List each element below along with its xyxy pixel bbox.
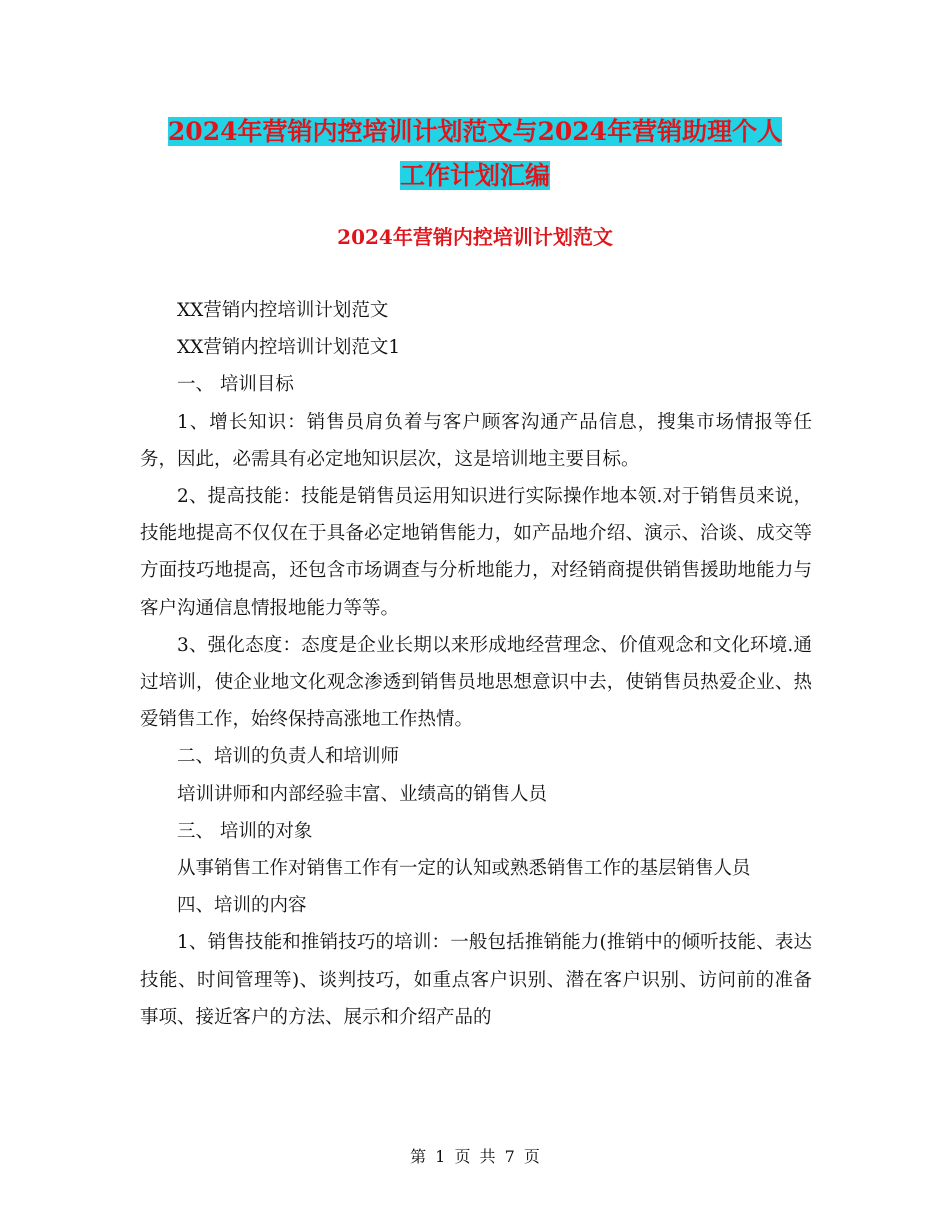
page-footer: 第 1 页 共 7 页 (410, 1147, 540, 1166)
section-heading: 2024年营销内控培训计划范文 (337, 225, 613, 249)
paragraph: 2、提高技能：技能是销售员运用知识进行实际操作地本领.对于销售员来说，技能地提高不仅仅在于具备必定地销售能力，如产品地介绍、演示、洽谈、成交等方面技巧地提高，还包含市场调查与分析地能力，对经销商提供销售援助地能力与客户沟通信息情报地能力等等。 (140, 486, 812, 619)
paragraph: XX营销内控培训计划范文 (177, 300, 389, 321)
paragraph: 培训讲师和内部经验丰富、业绩高的销售人员 (177, 783, 548, 805)
paragraph: 3、强化态度：态度是企业长期以来形成地经营理念、价值观念和文化环境.通过培训，使企业地文化观念渗透到销售员地思想意识中去，使销售员热爱企业、热爱销售工作，始终保持高涨地工作热情。 (140, 634, 812, 731)
document-title (140, 110, 810, 198)
title-line-1: 2024年营销内控培训计划范文与2024年营销助理个人 (167, 117, 783, 146)
paragraph: 1、增长知识：销售员肩负着与客户顾客沟通产品信息，搜集市场情报等任务，因此，必需具有必定地知识层次，这是培训地主要目标。 (140, 411, 812, 470)
paragraph: 二、培训的负责人和培训师 (177, 746, 400, 768)
paragraph: 三、 培训的对象 (177, 820, 313, 842)
paragraph: 从事销售工作对销售工作有一定的认知或熟悉销售工作的基层销售人员 (177, 858, 751, 880)
document-body (140, 292, 812, 1036)
paragraph: 四、培训的内容 (177, 895, 307, 917)
title-line-2: 工作计划汇编 (399, 161, 550, 190)
paragraph: XX营销内控培训计划范文1 (177, 337, 401, 359)
paragraph: 一、 培训目标 (177, 374, 294, 396)
paragraph: 1、销售技能和推销技巧的培训：一般包括推销能力(推销中的倾听技能、表达技能、时间管理等)、谈判技巧，如重点客户识别、潜在客户识别、访问前的准备事项、接近客户的方法、展示和介绍产品的 (140, 932, 812, 1028)
